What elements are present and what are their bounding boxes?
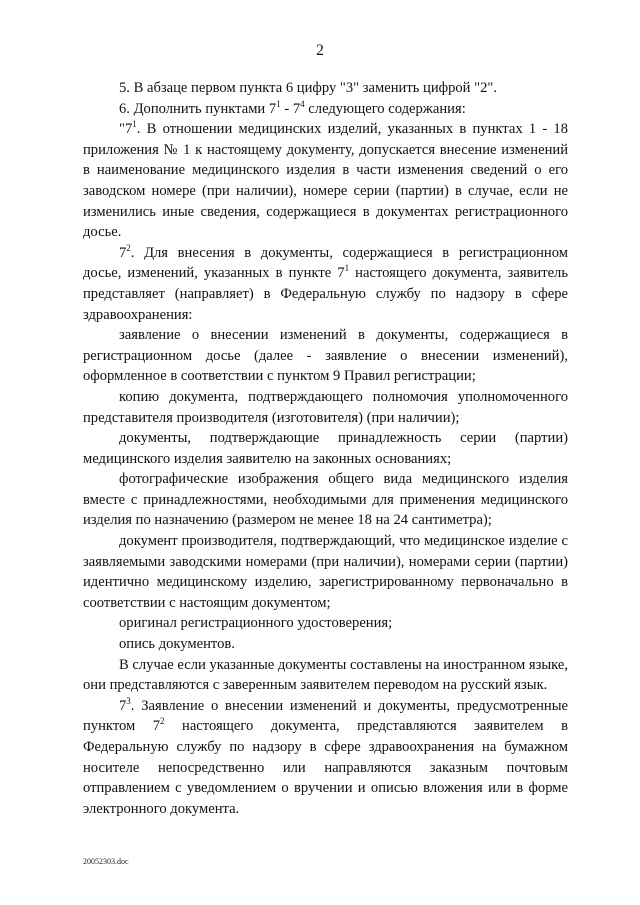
paragraph-point-7-2 — [83, 243, 568, 325]
paragraph-translation: В случае если указанные документы составлены на иностранном языке, они представляются с заверенным заявителем переводом на русский язык. — [83, 656, 568, 694]
text-run: . Для внесения в документы, содержащиеся в регистрационном досье, изменений, указанных в пункте 7 — [83, 244, 568, 282]
document-body — [83, 78, 568, 819]
text-run: 6. Дополнить пунктами 7 — [119, 100, 277, 117]
list-item-photographs: фотографические изображения общего вида медицинского изделия вместе с принадлежностями, необходимыми для применения медицинского изделия по назначению (размером не менее 18 на 24 сантиметра); — [83, 471, 568, 529]
text-run: "7 — [119, 121, 133, 138]
list-item-inventory: опись документов. — [119, 636, 235, 653]
text-run: настоящего документа, заявитель представляет (направляет) в Федеральную службу по надзору в сфере здравоохранения: — [83, 265, 568, 323]
page-number: 2 — [316, 42, 324, 59]
superscript: 1 — [344, 263, 350, 274]
list-item-manufacturer-document: документ производителя, подтверждающий, что медицинское изделие с заявляемыми заводскими номерами (при наличии), номерами серии (партии) идентично медицинскому изделию, зарегистрированному первоначально в соответствии с настоящим документом; — [83, 533, 568, 611]
paragraph-item-5: 5. В абзаце первом пункта 6 цифру "3" заменить цифрой "2". — [119, 80, 498, 96]
text-run: настоящего документа, представляются заявителем в Федеральную службу по надзору в сфере здравоохранения на бумажном носителе непосредственно или направляются заказным почтовым отправлением с уведомлением о вручении и описью вложения или в форме электронного документа. — [83, 718, 568, 817]
text-run: . В отношении медицинских изделий, указанных в пунктах 1 - 18 приложения № 1 к настоящему документу, допускается внесение изменений в наименование медицинского изделия в части изменения сведений о его заводском номере (при наличии), номере серии (партии) в случае, если не изменились иные сведения, содержащиеся в документах регистрационного досье. — [83, 121, 568, 241]
superscript: 4 — [300, 98, 305, 109]
superscript: 2 — [126, 242, 131, 253]
text-run: . Заявление о внесении изменений и документы, предусмотренные пунктом 7 — [83, 697, 568, 735]
list-item-application: заявление о внесении изменений в документы, содержащиеся в регистрационном досье (далее - заявление о внесении изменений), оформленное в соответствии с пунктом 9 Правил регистрации; — [83, 327, 568, 385]
paragraph-point-7-1 — [83, 119, 568, 243]
paragraph-point-7-3 — [83, 696, 568, 820]
list-item-representative-copy: копию документа, подтверждающего полномочия уполномоченного представителя производителя (изготовителя) (при наличии); — [83, 388, 568, 426]
footer-filename: 20052303.doc — [83, 857, 129, 866]
text-run: 7 — [119, 697, 127, 714]
superscript: 2 — [160, 716, 165, 727]
text-run: следующего содержания: — [304, 100, 466, 117]
superscript: 1 — [132, 119, 137, 130]
superscript: 3 — [126, 695, 131, 706]
list-item-original-certificate: оригинал регистрационного удостоверения; — [119, 615, 393, 632]
text-run: - 7 — [280, 100, 301, 117]
list-item-ownership-documents: документы, подтверждающие принадлежность серии (партии) медицинского изделия заявителю на законных основаниях; — [83, 430, 568, 467]
paragraph-item-6 — [83, 99, 568, 120]
superscript: 1 — [276, 98, 281, 109]
text-run: 7 — [119, 244, 127, 261]
